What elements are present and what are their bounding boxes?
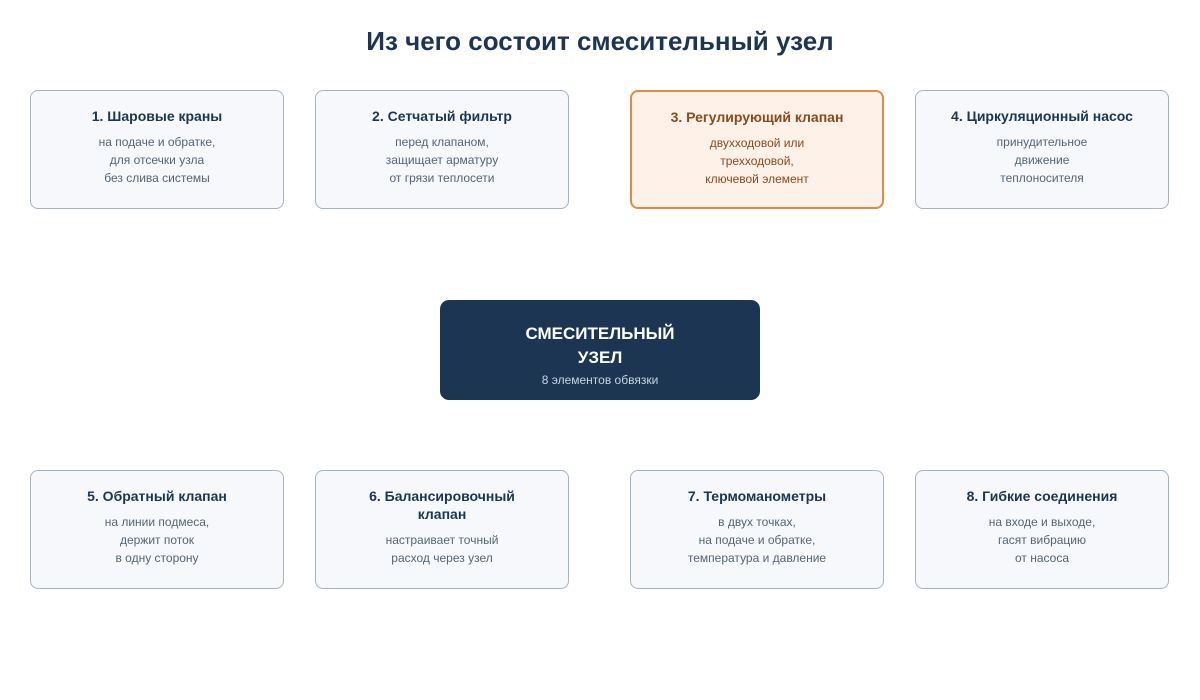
- card-description: принудительное движение теплоносителя: [996, 135, 1088, 185]
- card-title: 5. Обратный клапан: [87, 488, 227, 504]
- card-title: 4. Циркуляционный насос: [951, 108, 1133, 124]
- component-card-thermomanometers: [630, 470, 884, 589]
- card-description: на подаче и обратке, для отсечки узла без слива системы: [98, 135, 216, 185]
- center-node: [440, 300, 760, 400]
- card-title: 8. Гибкие соединения: [966, 488, 1118, 504]
- component-card-balancing-valve: [315, 470, 569, 589]
- card-title: 7. Термоманометры: [687, 488, 827, 504]
- card-title: 1. Шаровые краны: [91, 108, 223, 124]
- component-card-control-valve: [630, 90, 884, 209]
- component-card-ball-valves: [30, 90, 284, 209]
- card-title: 2. Сетчатый фильтр: [372, 108, 512, 124]
- card-description: двухходовой или трехходовой, ключевой элемент: [705, 136, 809, 186]
- card-description: на линии подмеса, держит поток в одну сторону: [104, 515, 210, 565]
- component-card-circulation-pump: [915, 90, 1169, 209]
- component-card-check-valve: [30, 470, 284, 589]
- center-node-title: СМЕСИТЕЛЬНЫЙ УЗЕЛ: [525, 324, 675, 367]
- component-card-strainer: [315, 90, 569, 209]
- card-description: настраивает точный расход через узел: [385, 533, 499, 565]
- card-description: перед клапаном, защищает арматуру от грязи теплосети: [385, 135, 499, 185]
- card-title: 3. Регулирующий клапан: [670, 109, 844, 125]
- center-node-subtitle: 8 элементов обвязки: [541, 373, 659, 387]
- card-description: на входе и выходе, гасят вибрацию от насоса: [988, 515, 1096, 565]
- component-card-flexible-connections: [915, 470, 1169, 589]
- card-description: в двух точках, на подаче и обратке, температура и давление: [687, 515, 827, 565]
- card-title: 6. Балансировочный клапан: [369, 488, 515, 522]
- page-title: Из чего состоит смесительный узел: [366, 26, 834, 56]
